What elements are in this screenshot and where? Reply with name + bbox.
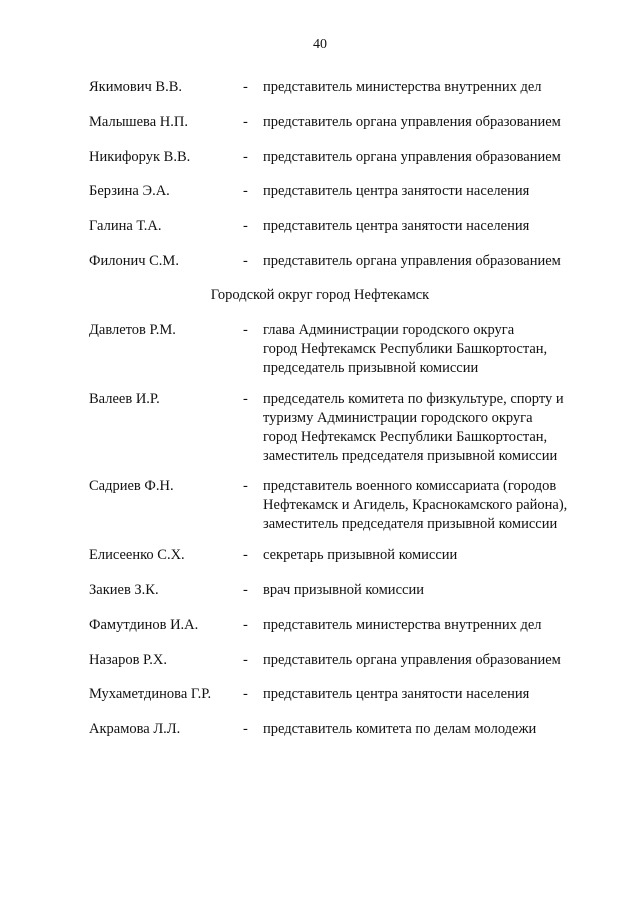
member-role-line: представитель органа управления образованием (263, 652, 561, 668)
member-role (263, 148, 603, 167)
member-role-line: представитель органа управления образованием (263, 114, 561, 130)
member-name: Садриев Ф.Н. (89, 478, 174, 494)
member-role-line: представитель военного комиссариата (городов (263, 478, 557, 494)
member-dash: - (243, 79, 248, 95)
member-role-line: город Нефтекамск Республики Башкортостан, (263, 429, 548, 445)
member-dash: - (243, 478, 248, 494)
member-role (263, 113, 603, 132)
member-dash: - (243, 322, 248, 338)
member-name: Елисеенко С.Х. (89, 547, 185, 563)
member-dash: - (243, 114, 248, 130)
member-role-line: представитель центра занятости населения (263, 183, 530, 199)
member-dash: - (243, 721, 248, 737)
member-name: Берзина Э.А. (89, 183, 170, 199)
member-name: Закиев З.К. (89, 582, 159, 598)
member-role-line: представитель комитета по делам молодежи (263, 721, 537, 737)
member-dash: - (243, 547, 248, 563)
member-role (263, 651, 603, 670)
member-role (263, 78, 603, 97)
member-name: Никифорук В.В. (89, 149, 191, 165)
member-role (263, 546, 603, 565)
member-dash: - (243, 391, 248, 407)
member-dash: - (243, 686, 248, 702)
member-name: Малышева Н.П. (89, 114, 188, 130)
member-role-line: заместитель председателя призывной комиссии (263, 516, 558, 532)
member-name: Якимович В.В. (89, 79, 183, 95)
member-role (263, 321, 603, 378)
member-name: Фамутдинов И.А. (89, 617, 199, 633)
member-role-line: Нефтекамск и Агидель, Краснокамского района), (263, 497, 568, 513)
member-name: Галина Т.А. (89, 218, 162, 234)
member-role (263, 217, 603, 236)
member-name: Валеев И.Р. (89, 391, 160, 407)
page-number: 40 (313, 37, 327, 52)
member-role-line: туризму Администрации городского округа (263, 410, 533, 426)
member-role-line: представитель органа управления образованием (263, 149, 561, 165)
section-title: Городской округ город Нефтекамск (210, 287, 430, 303)
member-dash: - (243, 149, 248, 165)
member-name: Филонич С.М. (89, 253, 179, 269)
member-role (263, 477, 603, 534)
member-name: Давлетов Р.М. (89, 322, 176, 338)
member-role-line: представитель центра занятости населения (263, 218, 530, 234)
member-dash: - (243, 253, 248, 269)
member-role-line: врач призывной комиссии (263, 582, 424, 598)
member-role (263, 252, 603, 271)
member-dash: - (243, 183, 248, 199)
member-role (263, 182, 603, 201)
member-dash: - (243, 582, 248, 598)
member-role-line: председатель комитета по физкультуре, спорту и (263, 391, 564, 407)
member-role (263, 616, 603, 635)
member-role-line: представитель органа управления образованием (263, 253, 561, 269)
member-name: Акрамова Л.Л. (89, 721, 181, 737)
member-role-line: заместитель председателя призывной комиссии (263, 448, 558, 464)
member-role-line: представитель министерства внутренних дел (263, 79, 542, 95)
member-name: Назаров Р.Х. (89, 652, 168, 668)
member-role-line: председатель призывной комиссии (263, 360, 479, 376)
member-role (263, 685, 603, 704)
member-role-line: представитель министерства внутренних дел (263, 617, 542, 633)
member-role-line: глава Администрации городского округа (263, 322, 515, 338)
member-role-line: город Нефтекамск Республики Башкортостан, (263, 341, 548, 357)
member-role-line: представитель центра занятости населения (263, 686, 530, 702)
member-name: Мухаметдинова Г.Р. (89, 686, 212, 702)
member-role-line: секретарь призывной комиссии (263, 547, 458, 563)
member-dash: - (243, 652, 248, 668)
member-role (263, 581, 603, 600)
member-dash: - (243, 617, 248, 633)
member-role (263, 390, 603, 466)
member-dash: - (243, 218, 248, 234)
member-role (263, 720, 603, 739)
